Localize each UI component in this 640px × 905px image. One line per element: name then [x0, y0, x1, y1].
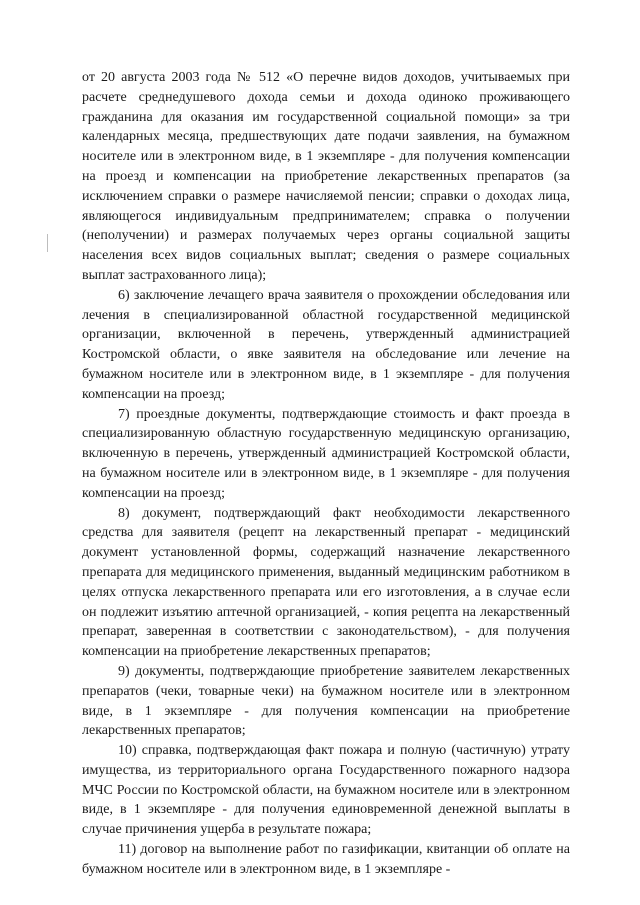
margin-mark — [47, 234, 48, 252]
paragraph-continuation: от 20 августа 2003 года № 512 «О перечне видов доходов, учитываемых при расчете среднедушевого дохода семьи и дохода одиноко проживающего гражданина для оказания им государственной социальной помощи» за три календарных месяца, предшествующих дате подачи заявления, на бумажном носителе или в электронном виде, в 1 экземпляре - для получения компенсации на проезд и компенсации на приобретение лекарственных препаратов (за исключением справки о размере начисляемой пенсии; справки о доходах лица, являющегося индивидуальным предпринимателем; справка о получении (неполучении) и размерах получаемых через органы социальной защиты населения всех видов социальных выплат; сведения о размере социальных выплат застрахованного лица); — [82, 70, 570, 283]
paragraph-item-9: 9) документы, подтверждающие приобретение заявителем лекарственных препаратов (чеки, товарные чеки) на бумажном носителе или в электронном виде, в 1 экземпляре - для получения компенсации на приобретение лекарственных препаратов; — [82, 663, 570, 739]
paragraph-item-10: 10) справка, подтверждающая факт пожара и полную (частичную) утрату имущества, из территориального органа Государственного пожарного надзора МЧС России по Костромской области, на бумажном носителе или в электронном виде, в 1 экземпляре - для получения единовременной денежной выплаты в случае причинения ущерба в результате пожара; — [82, 743, 570, 838]
paragraph-item-6: 6) заключение лечащего врача заявителя о прохождении обследования или лечения в специализированной областной государственной медицинской организации, включенной в перечень, утвержденный администрацией Костромской области, о явке заявителя на обследование или лечение на бумажном носителе или в электронном виде, в 1 экземпляре - для получения компенсации на проезд; — [82, 287, 570, 402]
paragraph-item-11: 11) договор на выполнение работ по газификации, квитанции об оплате на бумажном носителе или в электронном виде, в 1 экземпляре - — [82, 842, 570, 877]
document-body — [82, 68, 570, 880]
paragraph-item-7: 7) проездные документы, подтверждающие стоимость и факт проезда в специализированную областную государственную медицинскую организацию, включенную в перечень, утвержденный администрацией Костромской области, на бумажном носителе или в электронном виде, в 1 экземпляре - для получения компенсации на проезд; — [82, 406, 570, 501]
paragraph-item-8: 8) документ, подтверждающий факт необходимости лекарственного средства для заявителя (рецепт на лекарственный препарат - медицинский документ установленной формы, содержащий назначение лекарственного препарата для медицинского применения, выданный медицинским работником в целях отпуска лекарственного препарата или его изготовления, а в случае если он подлежит изъятию аптечной организацией, - копия рецепта на лекарственный препарат, заверенная в соответствии с законодательством), - для получения компенсации на приобретение лекарственных препаратов; — [82, 505, 570, 660]
